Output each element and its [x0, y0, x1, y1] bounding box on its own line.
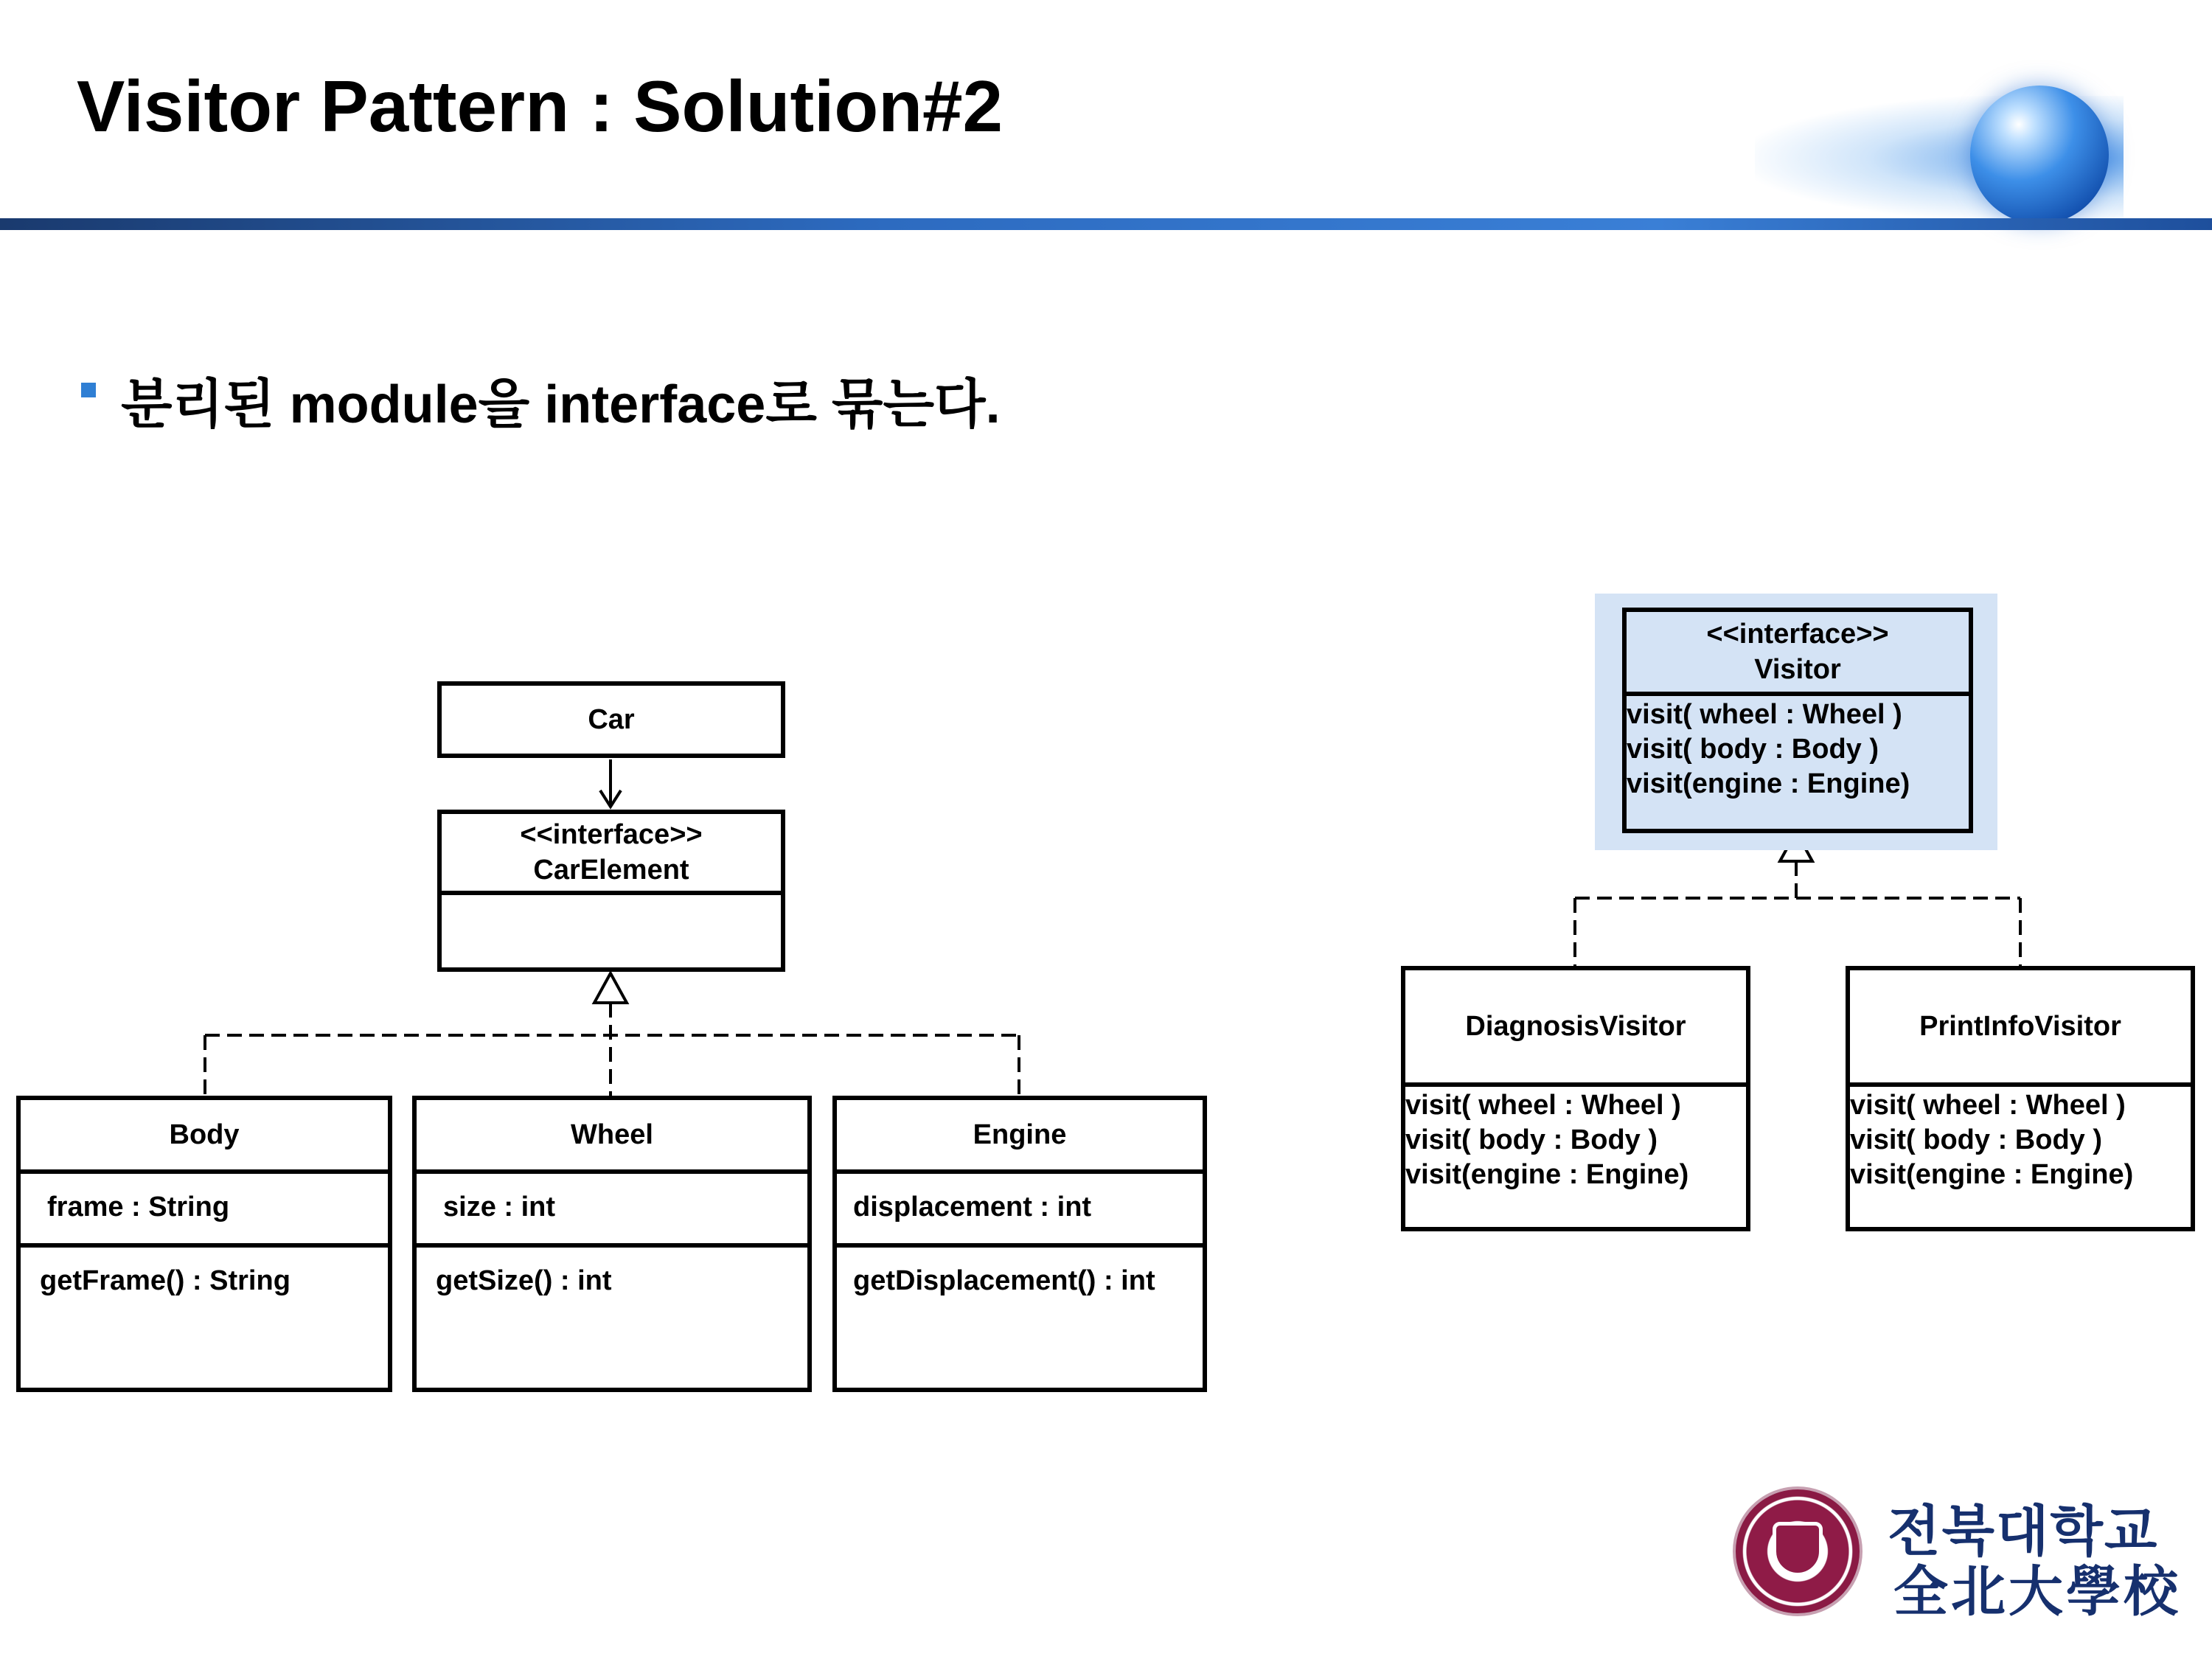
visitor-operation: visit( wheel : Wheel ) [1627, 699, 1902, 730]
class-wheel [412, 1096, 812, 1392]
diagnosisvisitor-operation: visit( body : Body ) [1405, 1124, 1658, 1155]
printinfovisitor-operation: visit( wheel : Wheel ) [1850, 1090, 2126, 1121]
interface-visitor [1622, 608, 1973, 833]
class-engine-name: Engine [973, 1119, 1067, 1150]
class-wheel-name: Wheel [571, 1119, 653, 1150]
engine-operation: getDisplacement() : int [837, 1243, 1203, 1388]
visitor-operation: visit(engine : Engine) [1627, 768, 1910, 799]
slide-title: Visitor Pattern : Solution#2 [77, 66, 1004, 147]
carelement-stereotype: <<interface>> [520, 819, 703, 850]
wheel-attribute: size : int [417, 1169, 807, 1243]
diagnosisvisitor-operation: visit( wheel : Wheel ) [1405, 1090, 1681, 1121]
interface-carelement [437, 810, 785, 972]
class-car [437, 681, 785, 758]
class-printinfovisitor [1846, 966, 2195, 1231]
visitor-name: Visitor [1754, 654, 1841, 685]
class-car-name: Car [588, 704, 635, 735]
university-seal-shield-icon [1773, 1522, 1823, 1576]
carelement-realization-triangle [594, 973, 627, 1003]
printinfovisitor-operation: visit(engine : Engine) [1850, 1159, 2134, 1190]
visitor-operations [1627, 692, 1969, 829]
wheel-operation: getSize() : int [417, 1243, 807, 1388]
interface-carelement-header [442, 814, 781, 891]
interface-visitor-header [1627, 612, 1969, 692]
university-name-hanja: 全北大學校 [1893, 1561, 2181, 1622]
visitor-stereotype: <<interface>> [1706, 619, 1889, 650]
engine-attribute: displacement : int [837, 1169, 1203, 1243]
class-engine [832, 1096, 1207, 1392]
class-diagnosisvisitor [1401, 966, 1750, 1231]
body-attribute: frame : String [21, 1169, 388, 1243]
printinfovisitor-operation: visit( body : Body ) [1850, 1124, 2102, 1155]
class-diagnosisvisitor-name: DiagnosisVisitor [1465, 1011, 1686, 1042]
diagnosisvisitor-operations [1405, 1082, 1746, 1227]
carelement-operations [442, 891, 781, 967]
university-name-korean: 전북대학교 [1888, 1500, 2159, 1562]
printinfovisitor-operations [1850, 1082, 2191, 1227]
class-body [16, 1096, 392, 1392]
class-body-name: Body [169, 1119, 240, 1150]
body-operation: getFrame() : String [21, 1243, 388, 1388]
class-printinfovisitor-name: PrintInfoVisitor [1919, 1011, 2121, 1042]
diagnosisvisitor-operation: visit(engine : Engine) [1405, 1159, 1689, 1190]
visitor-operation: visit( body : Body ) [1627, 734, 1879, 765]
carelement-name: CarElement [533, 855, 689, 886]
bullet-text: 분리된 module을 interface로 묶는다. [121, 375, 1001, 434]
